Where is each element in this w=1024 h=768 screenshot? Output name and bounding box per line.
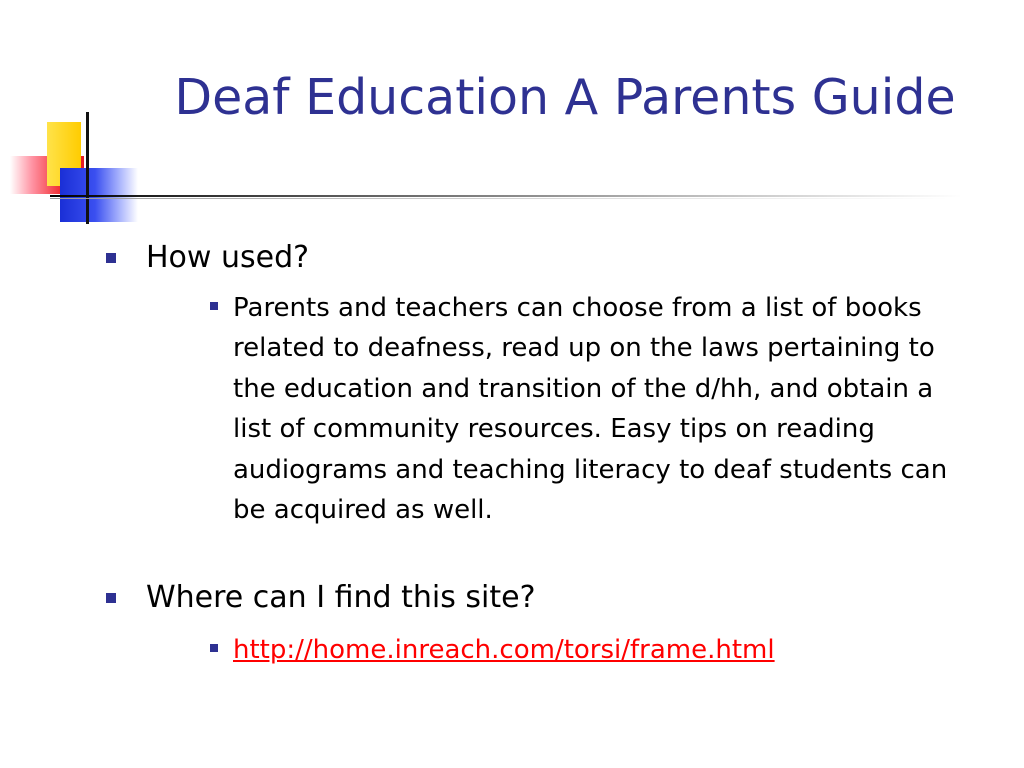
bullet-text: Where can I find this site? — [146, 580, 536, 615]
square-bullet-icon — [210, 644, 218, 652]
slide-title: Deaf Education A Parents Guide — [174, 69, 956, 126]
sub-bullet-link-wrapper — [233, 630, 963, 670]
square-bullet-icon — [210, 302, 218, 310]
square-bullet-icon — [106, 253, 116, 263]
bullet-text: How used? — [146, 240, 310, 275]
site-url-link[interactable]: http://home.inreach.com/torsi/frame.html — [233, 635, 775, 665]
square-bullet-icon — [106, 593, 116, 603]
sub-bullet-text: Parents and teachers can choose from a list of books related to deafness, read up on the laws pertaining to the education and transition of the d/hh, and obtain a list of community resources. Easy tips on reading audiograms and teaching literacy to deaf students can be acquired as well. — [233, 293, 948, 526]
